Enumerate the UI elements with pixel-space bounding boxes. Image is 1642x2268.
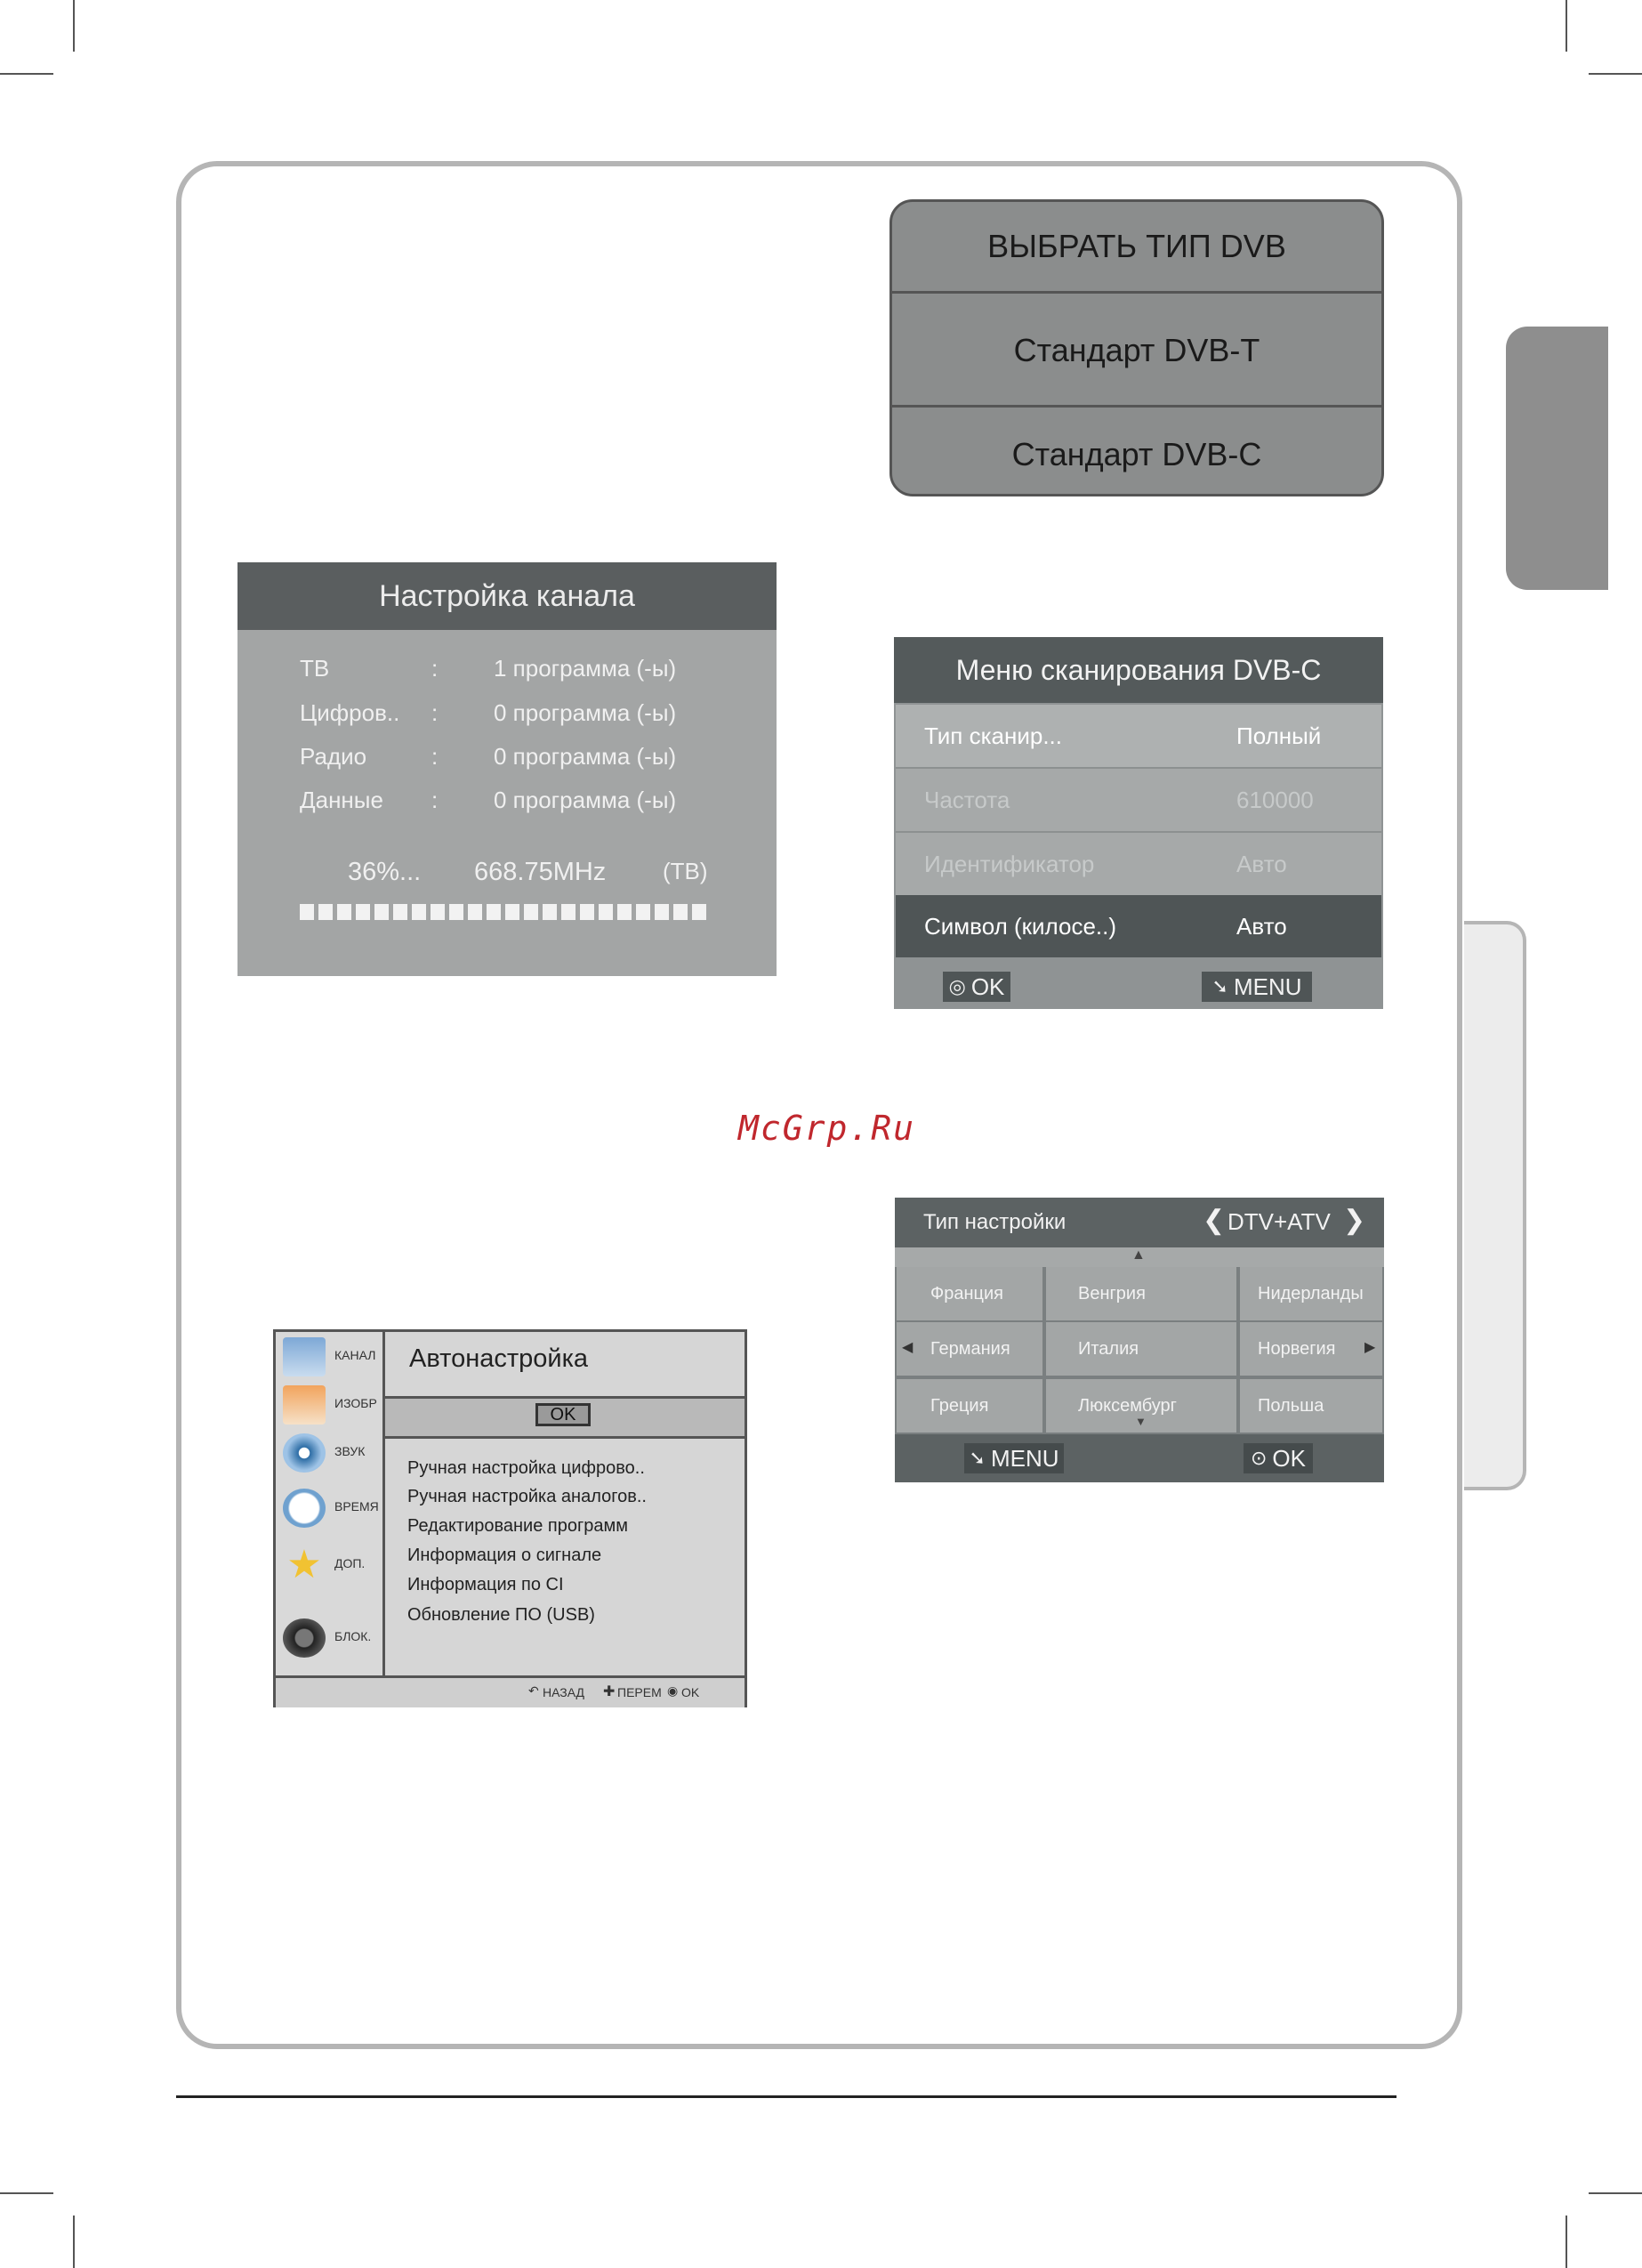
progress-segment	[449, 904, 463, 920]
scan-row-type[interactable]: Тип сканир... Полный	[896, 705, 1381, 767]
country-cell[interactable]: Греция	[897, 1379, 1042, 1433]
country-cell[interactable]: Люксембург	[1046, 1379, 1236, 1433]
progress-segment	[468, 904, 482, 920]
country-cell[interactable]: Венгрия	[1046, 1267, 1236, 1320]
chevron-right-icon[interactable]: ❯	[1343, 1206, 1366, 1235]
country-cell[interactable]: Германия	[897, 1322, 1042, 1376]
country-cell[interactable]: Франция	[897, 1267, 1042, 1320]
ok-circle-icon: ⊙	[1250, 1447, 1268, 1469]
progress-segment	[636, 904, 650, 920]
crop-mark	[73, 0, 75, 52]
progress-segment	[487, 904, 501, 920]
autotune-ok-button[interactable]: OK	[535, 1403, 591, 1426]
scan-row-frequency[interactable]: Частота 610000	[896, 767, 1381, 831]
menu-item-usb-update[interactable]: Обновление ПО (USB)	[407, 1605, 595, 1625]
progress-segment	[300, 904, 314, 920]
menu-arrow-icon: ➘	[1211, 975, 1228, 997]
progress-segment	[337, 904, 351, 920]
star-icon: ★	[286, 1543, 322, 1586]
progress-segment	[393, 904, 407, 920]
progress-segment	[431, 904, 445, 920]
country-cell[interactable]: Польша	[1240, 1379, 1382, 1433]
chevron-left-icon[interactable]: ❮	[1203, 1206, 1226, 1235]
sidebar-item-channel[interactable]: КАНАЛ	[279, 1334, 379, 1380]
dvb-type-title: ВЫБРАТЬ ТИП DVB	[987, 228, 1286, 264]
tuning-progress-bar	[300, 904, 714, 920]
tuning-band: (ТВ)	[663, 858, 708, 884]
ok-circle-icon: ◎	[948, 975, 966, 997]
autotune-title: Автонастройка	[409, 1344, 589, 1373]
back-icon: ↶	[528, 1683, 539, 1698]
progress-segment	[505, 904, 519, 920]
autotune-footer	[276, 1675, 745, 1707]
progress-segment	[318, 904, 333, 920]
country-cell[interactable]: Италия	[1046, 1322, 1236, 1376]
watermark: McGrp.Ru	[738, 1109, 916, 1148]
scroll-up-strip	[895, 1247, 1384, 1267]
dvb-t-option[interactable]: Стандарт DVB-T	[892, 291, 1381, 408]
clock-icon	[283, 1489, 326, 1528]
menu-item-manual-digital[interactable]: Ручная настройка цифрово..	[407, 1458, 645, 1478]
progress-segment	[356, 904, 370, 920]
progress-segment	[599, 904, 613, 920]
country-cell[interactable]: Норвегия	[1240, 1322, 1382, 1376]
progress-segment	[543, 904, 557, 920]
back-hint: НАЗАД	[543, 1685, 585, 1699]
sound-icon	[283, 1433, 326, 1473]
progress-segment	[655, 904, 669, 920]
country-select-footer	[895, 1434, 1384, 1482]
tuning-type-value: DTV+ATV	[1227, 1208, 1331, 1235]
progress-segment	[374, 904, 389, 920]
crop-mark	[73, 2216, 75, 2268]
progress-segment	[524, 904, 538, 920]
move-hint: ПЕРЕМ	[617, 1685, 662, 1699]
progress-segment	[412, 904, 426, 920]
ok-button[interactable]: ◎ OK	[943, 972, 1010, 1002]
lock-icon	[283, 1618, 326, 1658]
dvb-c-option[interactable]: Стандарт DVB-C	[892, 405, 1381, 496]
dvbc-scan-menu	[894, 637, 1383, 1009]
menu-sidebar	[276, 1332, 385, 1675]
menu-item-manual-analog[interactable]: Ручная настройка аналогов..	[407, 1487, 647, 1506]
crop-mark	[1589, 2192, 1642, 2194]
side-tab-section	[1464, 921, 1526, 1490]
sidebar-item-sound[interactable]: ЗВУК	[279, 1430, 379, 1476]
autotune-menu	[273, 1329, 747, 1707]
arrow-right-icon[interactable]: ▶	[1364, 1340, 1376, 1355]
progress-segment	[692, 904, 706, 920]
menu-item-signal-info[interactable]: Информация о сигнале	[407, 1546, 602, 1565]
sidebar-item-time[interactable]: ВРЕМЯ	[279, 1485, 379, 1531]
channel-tuning-panel: Настройка канала ТВ : 1 программа (-ы) Цифров.. : 0 программа (-ы) Радио : 0 программа (-ы) Данные : 0 программа (-ы) 36%... 668.75MHz (ТВ)	[237, 562, 777, 976]
menu-button[interactable]: ➘ MENU	[1202, 972, 1312, 1002]
tuning-type-label: Тип настройки	[923, 1210, 1066, 1234]
dvb-type-menu	[889, 199, 1384, 496]
scan-row-symbol[interactable]: Символ (килосе..) Авто	[896, 895, 1381, 957]
dvbc-scan-title: Меню сканирования DVB-C	[894, 637, 1383, 703]
ok-hint: OK	[681, 1685, 700, 1699]
tuning-frequency: 668.75MHz	[474, 858, 607, 886]
menu-arrow-icon: ➘	[969, 1447, 986, 1469]
picture-icon	[283, 1385, 326, 1425]
sidebar-item-picture[interactable]: ИЗОБР	[279, 1382, 379, 1428]
progress-segment	[561, 904, 576, 920]
progress-segment	[617, 904, 632, 920]
crop-mark	[1566, 2216, 1567, 2268]
channel-tuning-title: Настройка канала	[237, 562, 777, 630]
sidebar-item-extra[interactable]: ★ ДОП.	[279, 1542, 379, 1588]
crop-mark	[1589, 73, 1642, 75]
ok-button[interactable]: ⊙ OK	[1244, 1443, 1313, 1473]
country-select-menu	[895, 1198, 1384, 1482]
country-cell[interactable]: Нидерланды	[1240, 1267, 1382, 1320]
scan-row-id[interactable]: Идентификатор Авто	[896, 831, 1381, 895]
side-tab-language	[1506, 327, 1608, 590]
arrow-down-icon[interactable]: ▼	[1135, 1415, 1147, 1428]
sidebar-item-lock[interactable]: БЛОК.	[279, 1615, 379, 1661]
footer-rule	[176, 2095, 1397, 2098]
tuning-type-header	[895, 1198, 1384, 1247]
crop-mark	[0, 73, 53, 75]
menu-item-edit-programs[interactable]: Редактирование программ	[407, 1516, 629, 1536]
ok-small-icon: ◉	[667, 1683, 679, 1698]
dvbc-scan-footer	[894, 961, 1383, 1009]
tuning-progress-text: 36%...	[348, 858, 422, 886]
arrow-left-icon[interactable]: ◀	[902, 1340, 914, 1355]
channel-icon	[283, 1337, 326, 1376]
menu-item-ci-info[interactable]: Информация по CI	[407, 1575, 564, 1594]
progress-segment	[673, 904, 688, 920]
progress-segment	[580, 904, 594, 920]
arrow-up-icon[interactable]: ▲	[1131, 1247, 1146, 1263]
crop-mark	[0, 2192, 53, 2194]
crop-mark	[1566, 0, 1567, 52]
menu-button[interactable]: ➘ MENU	[964, 1443, 1064, 1473]
move-icon: ✚	[603, 1684, 616, 1699]
